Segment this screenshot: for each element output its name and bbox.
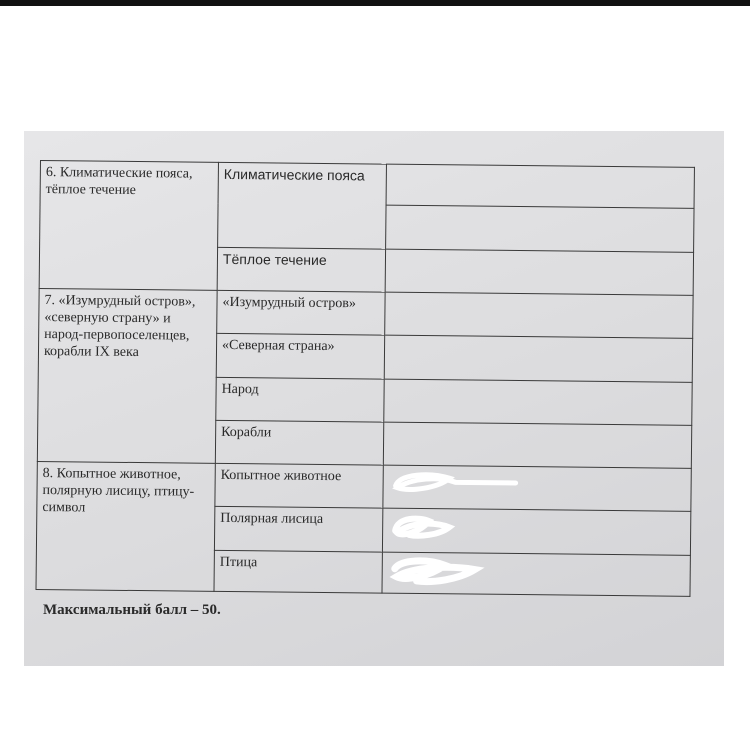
scribble-mark <box>389 511 469 544</box>
answer-cell[interactable] <box>384 379 692 426</box>
answer-cell[interactable] <box>385 292 693 339</box>
term-cell: Климатические пояса <box>218 162 387 248</box>
term-cell: Тёплое течение <box>217 247 385 292</box>
term-cell: «Северная страна» <box>216 334 384 379</box>
term-cell: Народ <box>216 377 384 422</box>
answer-cell[interactable] <box>386 205 694 252</box>
term-cell: Полярная лисица <box>214 507 382 552</box>
answer-cell[interactable] <box>386 164 694 208</box>
term-cell: Птица <box>214 550 382 593</box>
answer-cell[interactable] <box>385 249 693 296</box>
scribble-mark <box>389 554 499 589</box>
answer-cell[interactable] <box>383 422 691 469</box>
term-cell: «Изумрудный остров» <box>217 290 385 335</box>
answer-table <box>35 160 694 597</box>
scribble-mark <box>389 468 519 499</box>
answer-cell[interactable] <box>384 335 692 382</box>
max-score-note: Максимальный балл – 50. <box>43 602 221 618</box>
question-cell: 6. Климатические пояса, тёплое течение <box>39 161 218 291</box>
term-cell: Корабли <box>215 420 383 465</box>
top-bar <box>0 0 750 6</box>
answer-cell[interactable] <box>382 509 690 556</box>
answer-cell[interactable] <box>382 552 690 596</box>
answer-cell[interactable] <box>383 465 691 512</box>
term-cell: Копытное животное <box>215 463 383 508</box>
question-cell: 8. Копытное животное, полярную лисицу, птицу-символ <box>36 462 215 592</box>
question-cell: 7. «Изумрудный остров», «северную страну» и народ-первопоселенцев, корабли IX века <box>37 288 217 463</box>
